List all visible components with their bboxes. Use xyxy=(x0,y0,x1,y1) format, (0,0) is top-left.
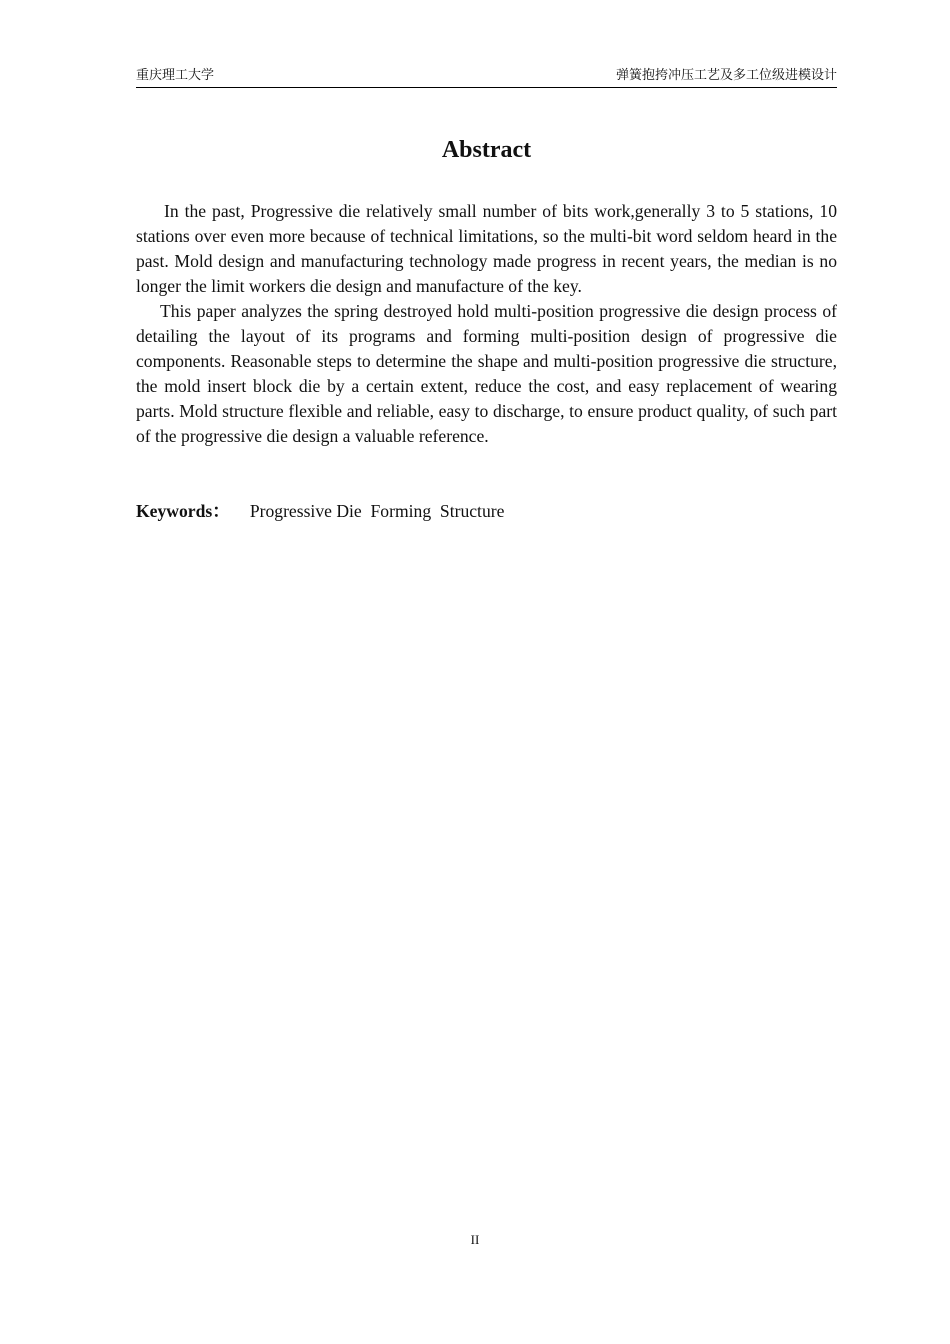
page-number: II xyxy=(470,1232,480,1247)
header-university: 重庆理工大学 xyxy=(136,68,215,83)
running-header xyxy=(136,67,837,88)
keywords-line xyxy=(136,499,837,524)
page-title: Abstract xyxy=(441,137,532,163)
keywords-terms: Progressive Die Forming Structure xyxy=(249,501,505,521)
abstract-body xyxy=(136,199,837,449)
keywords-label: Keywords： xyxy=(136,501,230,521)
abstract-paragraph-2: This paper analyzes the spring destroyed hold multi-position progressive die design process of detailing the layout of its programs and forming multi-position design of progressive die components. Reasonable steps to determine the shape and multi-position progressive die structure, the mold insert block die by a certain extent, reduce the cost, and easy replacement of wearing parts. Mold structure flexible and reliable, easy to discharge, to ensure product quality, of such part of the progressive die design a valuable reference. xyxy=(136,301,837,446)
abstract-paragraph-1: In the past, Progressive die relatively small number of bits work,generally 3 to 5 stations, 10 stations over even more because of technical limitations, so the multi-bit word seldom heard in the past. Mold design and manufacturing technology made progress in recent years, the median is no longer the limit workers die design and manufacture of the key. xyxy=(136,201,837,296)
header-thesis-title: 弹簧抱挎冲压工艺及多工位级进模设计 xyxy=(615,68,837,83)
